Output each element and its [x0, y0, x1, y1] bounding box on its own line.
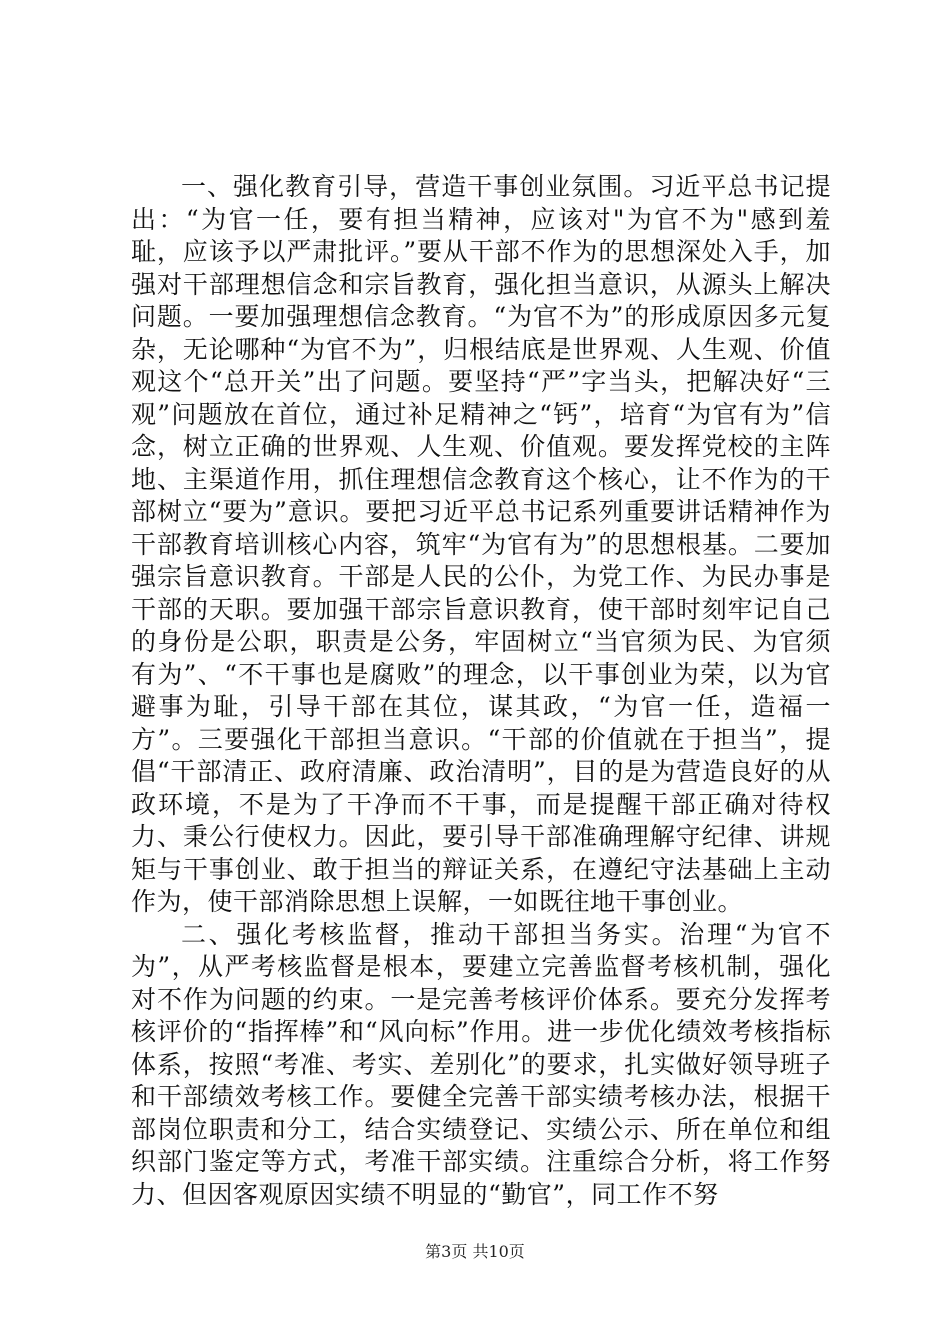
page-footer: 第3页 共10页 — [425, 1242, 525, 1261]
paragraph-2: 二、强化考核监督，推动干部担当务实。治理“为官不为”，从严考核监督是根本，要建立完善监督考核机制，强化对不作为问题的约束。一是完善考核评价体系。要充分发挥考核评价的“指挥棒”和“风向标”作用。进一步优化绩效考核指标体系，按照“考准、考实、差别化”的要求，扎实做好领导班子和干部绩效考核工作。要健全完善干部实绩考核办法，根据干部岗位职责和分工，结合实绩登记、实绩公示、所在单位和组织部门鉴定等方式，考准干部实绩。注重综合分析，将工作努力、但因客观原因实绩不明显的“勤官”，同工作不努 — [131, 919, 831, 1209]
paragraph-1: 一、强化教育引导，营造干事创业氛围。习近平总书记提出：“为官一任，要有担当精神，应该对"为官不为"感到羞耻，应该予以严肃批评。”要从干部不作为的思想深处入手，加强对干部理想信念和宗旨教育，强化担当意识，从源头上解决问题。一要加强理想信念教育。“为官不为”的形成原因多元复杂，无论哪种“为官不为”，归根结底是世界观、人生观、价值观这个“总开关”出了问题。要坚持“严”字当头，把解决好“三观”问题放在首位，通过补足精神之“钙”，培育“为官有为”信念，树立正确的世界观、人生观、价值观。要发挥党校的主阵地、主渠道作用，抓住理想信念教育这个核心，让不作为的干部树立“要为”意识。要把习近平总书记系列重要讲话精神作为干部教育培训核心内容，筑牢“为官有为”的思想根基。二要加强宗旨意识教育。干部是人民的公仆，为党工作、为民办事是干部的天职。要加强干部宗旨意识教育，使干部时刻牢记自己的身份是公职，职责是公务，牢固树立“当官须为民、为官须有为”、“不干事也是腐败”的理念，以干事创业为荣，以为官避事为耻，引导干部在其位，谋其政，“为官一任，造福一方”。三要强化干部担当意识。“干部的价值就在于担当”，提倡“干部清正、政府清廉、政治清明”，目的是为营造良好的从政环境，不是为了干净而不干事，而是提醒干部正确对待权力、秉公行使权力。因此，要引导干部准确理解守纪律、讲规矩与干事创业、敢于担当的辩证关系，在遵纪守法基础上主动作为，使干部消除思想上误解，一如既往地干事创业。 — [131, 172, 831, 916]
document-body — [131, 171, 831, 1211]
